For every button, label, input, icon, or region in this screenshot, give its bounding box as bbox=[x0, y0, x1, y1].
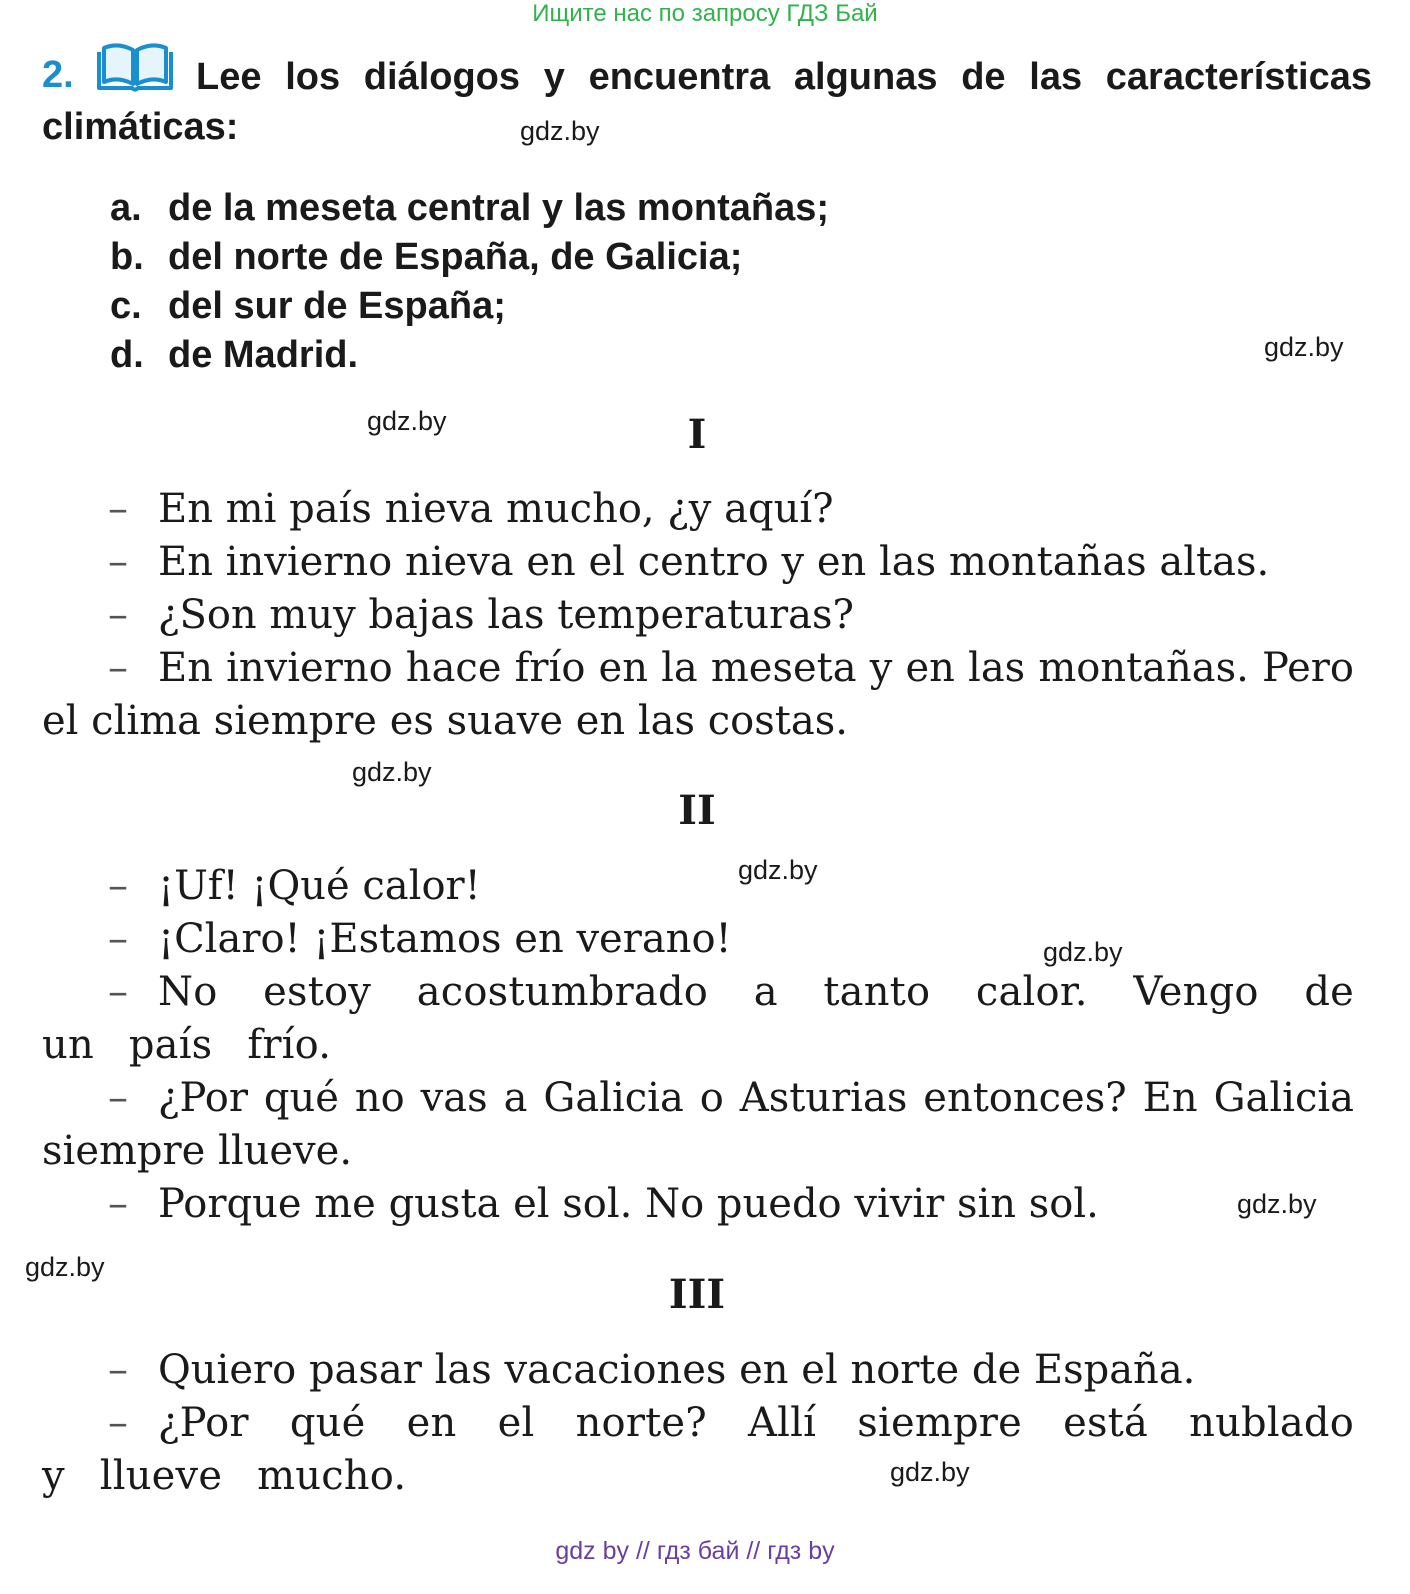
watermark: gdz.by bbox=[738, 855, 818, 885]
dialogue-block bbox=[42, 1344, 1354, 1503]
list-item bbox=[110, 233, 829, 282]
task-instruction bbox=[42, 52, 1372, 152]
watermark: gdz.by bbox=[25, 1252, 105, 1282]
top-banner: Ищите нас по запросу ГДЗ Бай bbox=[532, 0, 878, 27]
watermark: gdz.by bbox=[890, 1457, 970, 1487]
option-letter: b. bbox=[110, 236, 144, 278]
dialogue-line: – En invierno hace frío en la meseta y en las montañas. Pero el clima siempre es suave en las costas. bbox=[42, 645, 1354, 744]
dialogue-heading: III bbox=[668, 1271, 726, 1318]
task-number: 2. bbox=[42, 54, 74, 96]
options-list bbox=[110, 184, 829, 380]
dialogue-line: – No estoy acostumbrado a tanto calor. Vengo de un país frío. bbox=[42, 969, 1354, 1068]
dialogue-line: – ¿Por qué no vas a Galicia o Asturias entonces? En Galicia siempre llueve. bbox=[42, 1075, 1354, 1174]
option-letter: a. bbox=[110, 187, 142, 229]
dialogue-line: – En invierno nieva en el centro y en las montañas altas. bbox=[108, 539, 1270, 585]
dialogue-line: – En mi país nieva mucho, ¿y aquí? bbox=[108, 486, 834, 532]
option-text: de la meseta central y las montañas; bbox=[168, 187, 830, 229]
dialogue-block bbox=[42, 860, 1354, 1231]
watermark: gdz.by bbox=[367, 406, 447, 436]
list-item bbox=[110, 184, 829, 233]
option-letter: d. bbox=[110, 334, 144, 376]
watermark: gdz.by bbox=[1237, 1189, 1317, 1219]
dialogue-line: – ¿Por qué en el norte? Allí siempre está nublado y llueve mucho. bbox=[42, 1400, 1354, 1499]
dialogue-block bbox=[42, 483, 1354, 748]
dialogue-line: – ¡Uf! ¡Qué calor! bbox=[108, 863, 481, 909]
task-instruction-text: Lee los diálogos y encuentra algunas de las características climáticas: bbox=[42, 56, 1372, 148]
dialogue-line: – Quiero pasar las vacaciones en el norte de España. bbox=[108, 1347, 1196, 1393]
dialogue-line: – ¿Son muy bajas las temperaturas? bbox=[108, 592, 854, 638]
option-text: del sur de España; bbox=[168, 285, 506, 327]
option-letter: c. bbox=[110, 285, 142, 327]
option-text: de Madrid. bbox=[168, 334, 359, 376]
dialogue-heading: II bbox=[678, 787, 716, 834]
dialogue-heading: I bbox=[687, 411, 707, 458]
list-item bbox=[110, 331, 829, 380]
dialogue-line: – Porque me gusta el sol. No puedo vivir sin sol. bbox=[108, 1181, 1099, 1227]
watermark: gdz.by bbox=[520, 116, 600, 146]
footer-links: gdz by // гдз бай // гдз by bbox=[555, 1537, 835, 1565]
dialogue-line: – ¡Claro! ¡Estamos en verano! bbox=[108, 916, 732, 962]
watermark: gdz.by bbox=[352, 757, 432, 787]
option-text: del norte de España, de Galicia; bbox=[168, 236, 743, 278]
watermark: gdz.by bbox=[1043, 937, 1123, 967]
watermark: gdz.by bbox=[1264, 332, 1344, 362]
list-item bbox=[110, 282, 829, 331]
